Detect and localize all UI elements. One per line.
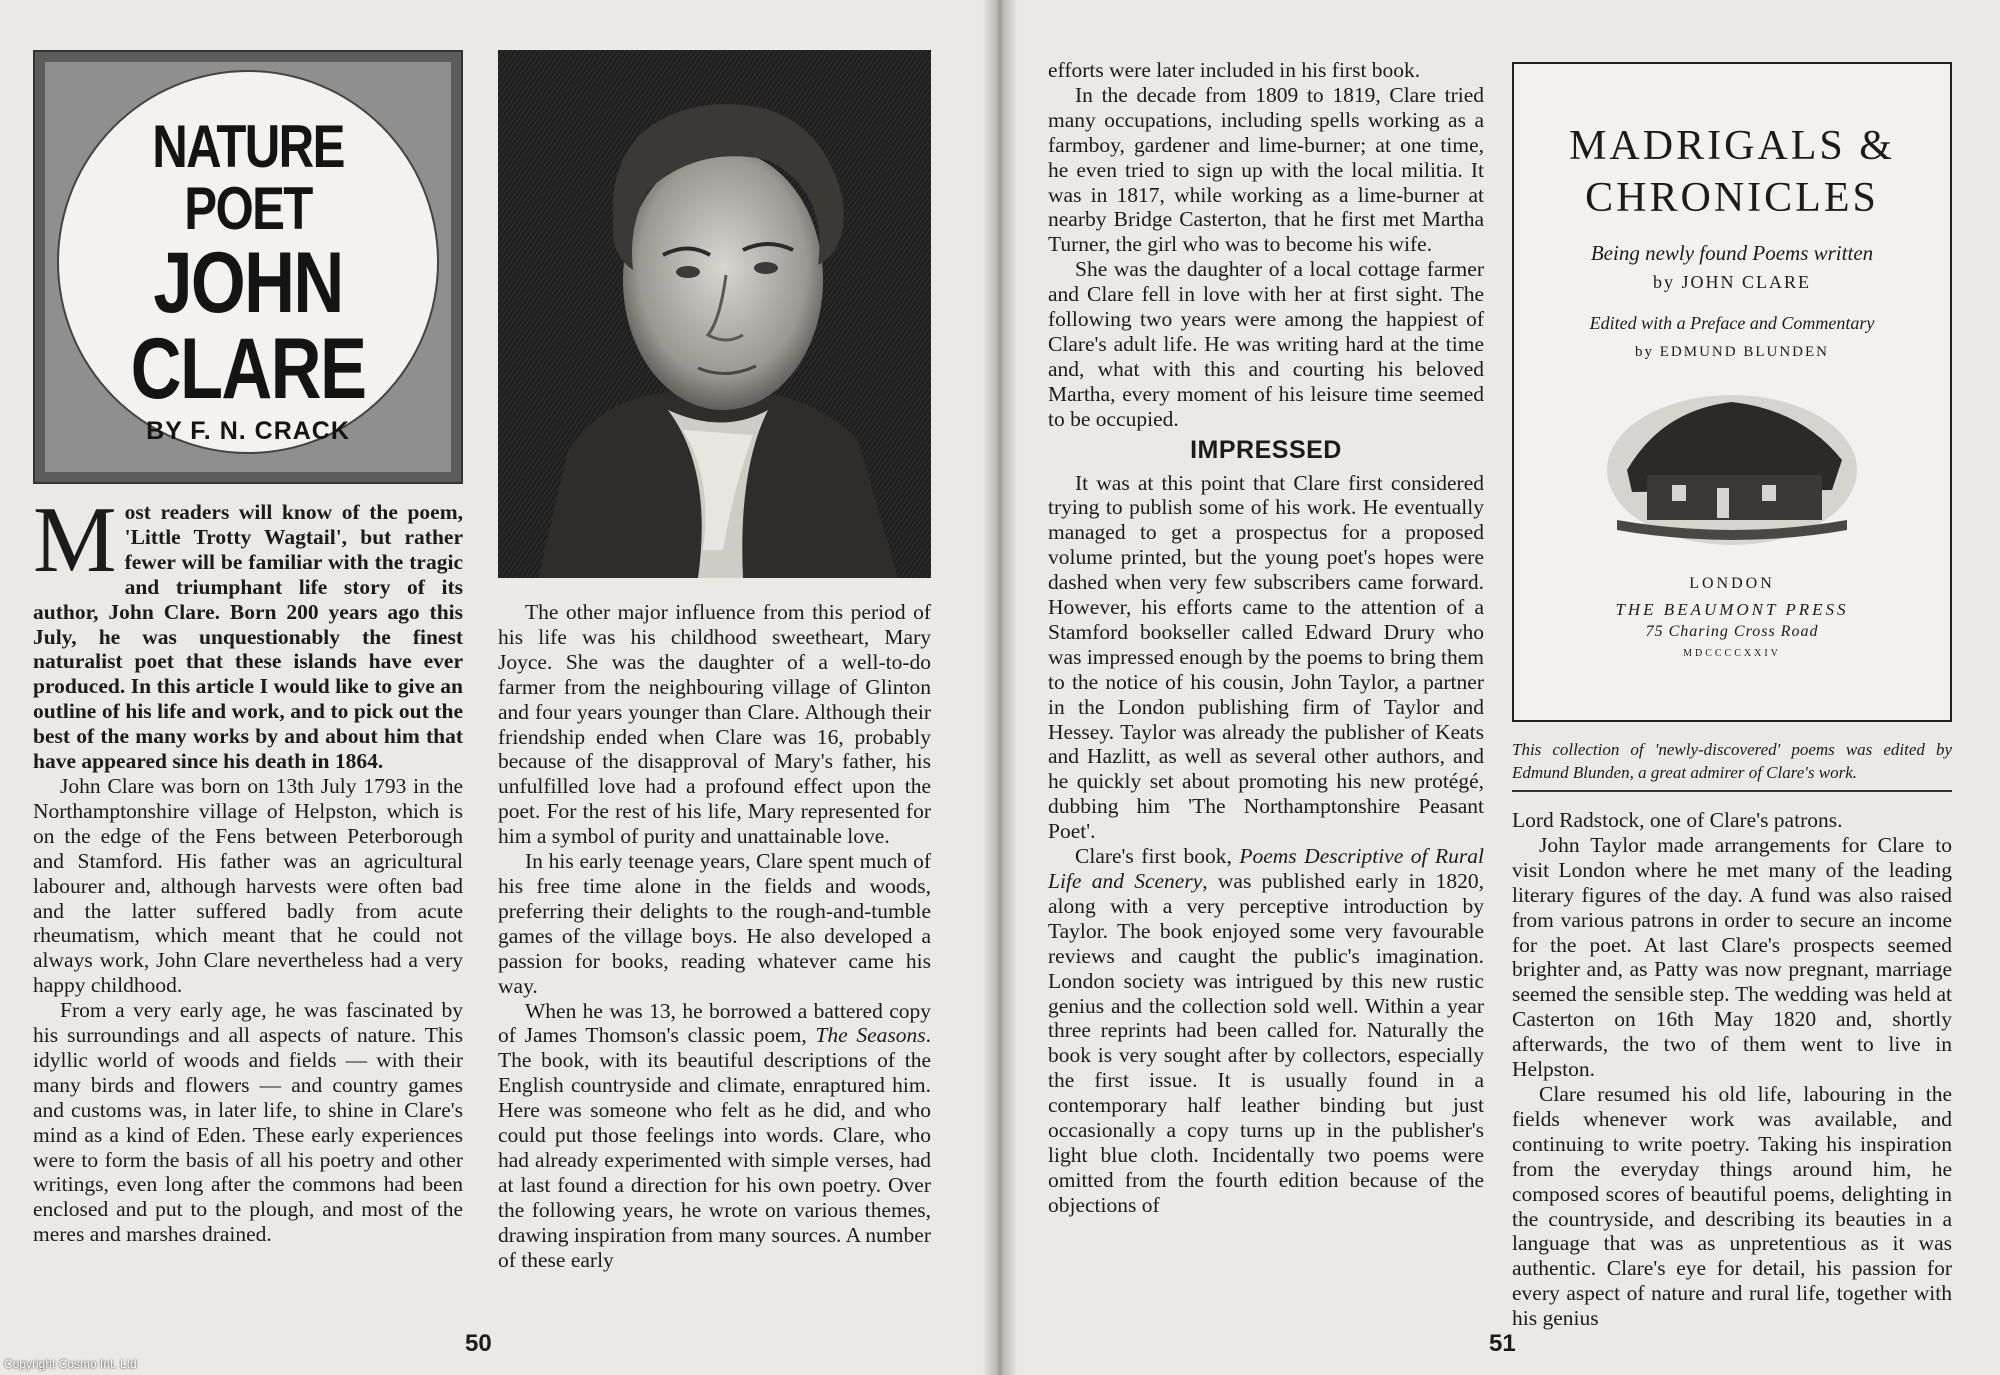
paragraph: She was the daughter of a local cottage farmer and Clare fell in love with her at first sight. The following two years were among the happiest of Clare's adult life. He was writing hard at the time and, what with this and courting his beloved Martha, every moment of his leisure time seemed to be occupied. [1048,257,1484,431]
page-number-left: 50 [465,1330,492,1357]
caption-rule [1512,790,1952,792]
title-circle [57,70,439,454]
right-column-2 [1512,808,1952,1331]
paragraph: John Taylor made arrangements for Clare to visit London where he met many of the leading literary figures of the day. A fund was also raised from various patrons in order to secure an income for the poet. At last Clare's prospects seemed brighter and, as Patty was now pregnant, marriage seemed the sensible step. The wedding was held at Casterton on 16th May 1820 and, shortly afterwards, the two of them went to live in Helpston. [1512,832,1952,1082]
book-city: LONDON [1689,575,1775,592]
paragraph: In the decade from 1809 to 1819, Clare tried many occupations, including spells working as a farmboy, gardener and lime-burner; at one time, he even tried to sign up with the local militia. It was in 1817, while working as a lime-burner at nearby Bridge Casterton, that he first met Martha Turner, the girl who was to become his wife. [1048,82,1484,257]
book-year: MDCCCCXXIV [1683,648,1781,659]
paragraph: Lord Radstock, one of Clare's patrons. [1512,808,1843,832]
left-column-2 [498,600,931,1272]
title-line-1: NATURE [152,113,344,180]
book-address: 75 Charing Cross Road [1645,623,1819,640]
paragraph: John Clare was born on 13th July 1793 in the Northamptonshire village of Helpston, which is on the edge of the Fens between Peterborough and Stamford. His father was an agricultural labourer and, although harvests were often bad and the latter suffered badly from acute rheumatism, which meant that he could not always work, John Clare nevertheless had a very happy childhood. [33,773,463,998]
section-heading: IMPRESSED [1190,435,1342,464]
book-edited-line: Edited with a Preface and Commentary [1589,313,1875,333]
book-title-line-2: CHRONICLES [1585,175,1879,221]
paragraph: In his early teenage years, Clare spent much of his free time alone in the fields and woods, preferring their delights to the rough-and-tumble games of the village boys. He also developed a passion for books, reading whatever came his way. [498,849,931,998]
byline: BY F. N. CRACK [146,417,350,445]
paragraph: The other major influence from this period of his life was his childhood sweetheart, Mary Joyce. She was the daughter of a well-to-do farmer from the neighbouring village of Glinton and four years younger than Clare. Although their friendship ended when Clare was 16, probably because of the disapproval of Mary's father, his unfulfilled love had a profound effect upon the poet. For the rest of his life, Mary represented for him a symbol of purity and unattainable love. [498,600,931,849]
paragraph: efforts were later included in his first book. [1048,58,1421,82]
page-gutter [982,0,1018,1375]
article-title [59,113,437,446]
book-title-line-1: MADRIGALS & [1569,123,1895,169]
right-column-1 [1048,58,1484,1218]
book-title: Poems Descriptive of Rural Life and Scenery [1048,844,1484,893]
book-press: THE BEAUMONT PRESS [1615,600,1849,619]
book-title: The Seasons [815,1023,926,1048]
book-caption: This collection of 'newly-discovered' poems was edited by Edmund Blunden, a great admirer of Clare's work. [1512,740,1952,782]
book-editor: by EDMUND BLUNDEN [1635,344,1829,360]
text-run: , was published early in 1820, along with a very perceptive introduction by Taylor. The book enjoyed some very favourable reviews and caught the public's imagination. London society was intrigued by this new rustic genius and the collection sold well. Within a year three reprints had been called for. Naturally the book is very sought after by collectors, especially the first issue. It is usually found in a contemporary half leather binding but just occasionally a copy turns up in the publisher's light blue cloth. Incidentally two poems were omitted from the fourth edition because of the objections of [1048,869,1484,1217]
text-run: . The book, with its beautiful descriptions of the English countryside and climate, enraptured him. Here was someone who felt as he did, and who could put those feelings into words. Clare, who had already experimented with simple verses, had at last found a direction for his own poetry. Over the following years, he wrote on various themes, drawing inspiration from many sources. A number of these early [498,1023,931,1272]
paragraph [498,999,931,1273]
paragraph: It was at this point that Clare first considered trying to publish some of his work. He eventually managed to get a prospectus for a proposed volume printed, but the young poet's hopes were dashed when very few subscribers came forward. However, his efforts came to the attention of a Stamford bookseller called Edward Drury who was impressed enough by the poems to bring them to the notice of his cousin, John Taylor, a partner in the London publishing firm of Taylor and Hessey. Taylor was already the publisher of Keats and Hazlitt, as well as several other authors, and he quickly set about promoting his new protégé, dubbing him 'The Northamptonshire Peasant Poet'. [1048,470,1484,844]
paragraph: From a very early age, he was fascinated by his surroundings and all aspects of nature. This idyllic world of woods and fields — with their many birds and flowers — and country games and customs was, in later life, to shine in Clare's mind as a kind of Eden. These early experiences were to form the basis of all his poetry and other writings, even long after the commons had been enclosed and put to the plough, and most of the meres and marshes drained. [33,998,463,1247]
book-title-page [1512,62,1952,722]
title-panel [33,50,463,484]
title-line-4: CLARE [130,321,366,417]
portrait-engraving [498,50,931,578]
title-panel-inner [45,62,451,472]
title-line-3: JOHN [153,235,343,331]
intro-paragraph [33,488,463,774]
book-subtitle: Being newly found Poems written [1590,241,1874,265]
paragraph: Clare resumed his old life, labouring in the fields whenever work was available, and continuing to write poetry. Taking his inspiration from the everyday things around him, he composed scores of beautiful poems, delighting in the countryside, and describing its beauties in a language that was as unpretentious as it was authentic. Clare's eye for detail, his passion for every aspect of nature and rural life, together with his genius [1512,1081,1952,1331]
page-number-right: 51 [1489,1330,1516,1357]
left-page [0,0,996,1375]
drop-cap: M [33,488,117,592]
portrait-illustration [498,50,931,578]
left-column-1 [33,488,463,1247]
cottage-woodcut [1602,380,1862,550]
book-author: by JOHN CLARE [1652,272,1811,292]
text-run: Clare's first book, [1075,844,1240,869]
title-line-2: POET [184,175,312,242]
paragraph [1048,844,1484,1218]
intro-text: ost readers will know of the poem, 'Little Trotty Wagtail', but rather fewer will be familiar with the tragic and triumphant life story of its author, John Clare. Born 200 years ago this July, he was unquestionably the finest naturalist poet that these islands have ever produced. In this article I would like to give an outline of his life and work, and to pick out the best of the many works by and about him that have appeared since his death in 1864. [33,500,463,774]
copyright-notice: Copyright Cosmo Int. Ltd [4,1357,137,1371]
text-run: When he was 13, he borrowed a battered copy of James Thomson's classic poem, [498,998,931,1048]
